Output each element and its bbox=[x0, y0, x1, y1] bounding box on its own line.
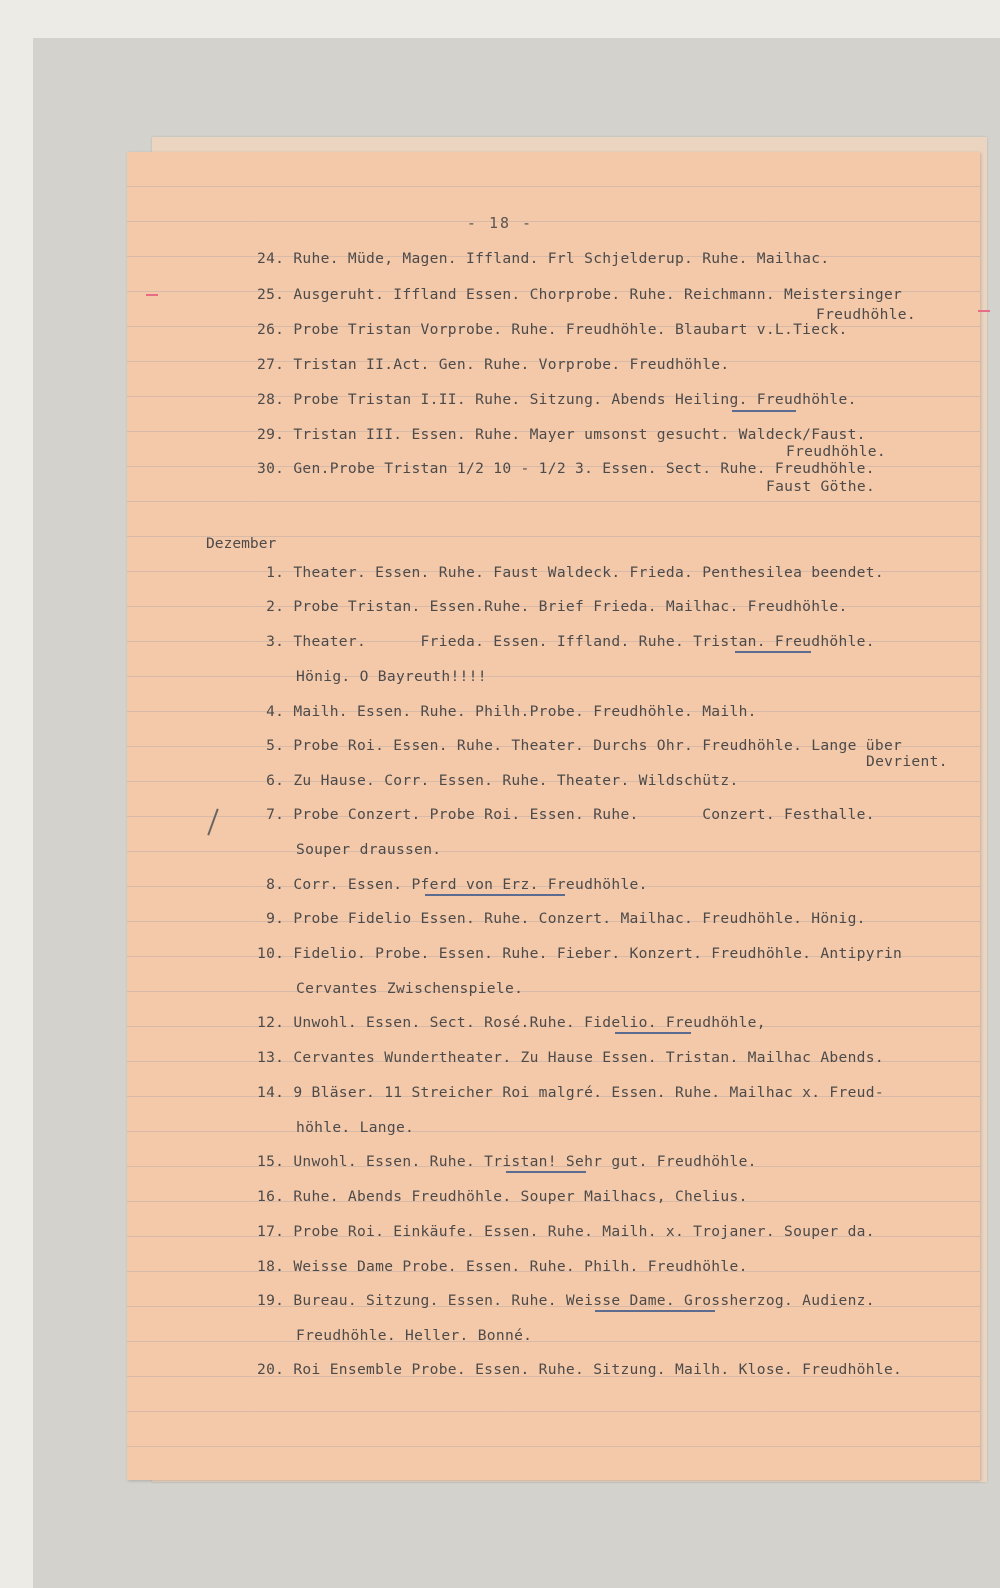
diary-entry-dec-3: 3. Theater. Frieda. Essen. Iffland. Ruhe. Tristan. Freudhöhle. bbox=[257, 633, 875, 650]
underline-heiling bbox=[732, 410, 796, 412]
diary-entry-dec-6: 6. Zu Hause. Corr. Essen. Ruhe. Theater. Wildschütz. bbox=[257, 772, 739, 789]
diary-entry-25: 25. Ausgeruht. Iffland Essen. Chorprobe. Ruhe. Reichmann. Meistersinger bbox=[257, 286, 903, 303]
diary-entry-30: 30. Gen.Probe Tristan 1/2 10 - 1/2 3. Essen. Sect. Ruhe. Freudhöhle. bbox=[257, 460, 875, 477]
month-heading: Dezember bbox=[206, 535, 277, 552]
underline-weisse-dame bbox=[595, 1310, 715, 1312]
diary-entry-dec-7-cont: Souper draussen. bbox=[296, 841, 442, 858]
underline-pferd-von-erz bbox=[425, 894, 565, 896]
diary-entry-dec-4: 4. Mailh. Essen. Ruhe. Philh.Probe. Freudhöhle. Mailh. bbox=[257, 703, 757, 720]
underline-tristan-2 bbox=[506, 1171, 586, 1173]
diary-entry-30-cont: Faust Göthe. bbox=[766, 478, 876, 495]
diary-entry-dec-19: 19. Bureau. Sitzung. Essen. Ruhe. Weisse Dame. Grossherzog. Audienz. bbox=[257, 1292, 875, 1309]
diary-entry-27: 27. Tristan II.Act. Gen. Ruhe. Vorprobe. Freudhöhle. bbox=[257, 356, 730, 373]
underline-tristan bbox=[735, 651, 811, 653]
diary-entry-dec-17: 17. Probe Roi. Einkäufe. Essen. Ruhe. Mailh. x. Trojaner. Souper da. bbox=[257, 1223, 875, 1240]
diary-entry-29: 29. Tristan III. Essen. Ruhe. Mayer umsonst gesucht. Waldeck/Faust. bbox=[257, 426, 866, 443]
diary-entry-dec-16: 16. Ruhe. Abends Freudhöhle. Souper Mailhacs, Chelius. bbox=[257, 1188, 748, 1205]
diary-entry-dec-3-cont: Hönig. O Bayreuth!!!! bbox=[296, 668, 487, 685]
diary-entry-dec-5-cont: Devrient. bbox=[866, 753, 948, 770]
diary-entry-dec-12: 12. Unwohl. Essen. Sect. Rosé.Ruhe. Fidelio. Freudhöhle, bbox=[257, 1014, 766, 1031]
margin-tick-left bbox=[146, 294, 158, 296]
diary-entry-dec-14: 14. 9 Bläser. 11 Streicher Roi malgré. Essen. Ruhe. Mailhac x. Freud- bbox=[257, 1084, 884, 1101]
diary-entry-dec-14-cont: höhle. Lange. bbox=[296, 1119, 415, 1136]
diary-entry-dec-15: 15. Unwohl. Essen. Ruhe. Tristan! Sehr gut. Freudhöhle. bbox=[257, 1153, 757, 1170]
diary-entry-dec-19-cont: Freudhöhle. Heller. Bonné. bbox=[296, 1327, 533, 1344]
diary-entry-dec-13: 13. Cervantes Wundertheater. Zu Hause Essen. Tristan. Mailhac Abends. bbox=[257, 1049, 884, 1066]
diary-entry-dec-1: 1. Theater. Essen. Ruhe. Faust Waldeck. Frieda. Penthesilea beendet. bbox=[257, 564, 884, 581]
diary-entry-dec-5: 5. Probe Roi. Essen. Ruhe. Theater. Durchs Ohr. Freudhöhle. Lange über bbox=[257, 737, 903, 754]
underline-fidelio bbox=[615, 1032, 691, 1034]
margin-tick-right bbox=[978, 310, 990, 312]
diary-entry-dec-10-cont: Cervantes Zwischenspiele. bbox=[296, 980, 524, 997]
page-number: - 18 - bbox=[466, 214, 534, 232]
diary-entry-28: 28. Probe Tristan I.II. Ruhe. Sitzung. Abends Heiling. Freudhöhle. bbox=[257, 391, 857, 408]
diary-entry-dec-20: 20. Roi Ensemble Probe. Essen. Ruhe. Sitzung. Mailh. Klose. Freudhöhle. bbox=[257, 1361, 903, 1378]
diary-entry-26: 26. Probe Tristan Vorprobe. Ruhe. Freudhöhle. Blaubart v.L.Tieck. bbox=[257, 321, 848, 338]
diary-entry-29-cont: Freudhöhle. bbox=[786, 443, 886, 460]
diary-entry-dec-7: 7. Probe Conzert. Probe Roi. Essen. Ruhe. Conzert. Festhalle. bbox=[257, 806, 875, 823]
diary-entry-dec-2: 2. Probe Tristan. Essen.Ruhe. Brief Frieda. Mailhac. Freudhöhle. bbox=[257, 598, 848, 615]
diary-entry-25-cont: Freudhöhle. bbox=[816, 306, 916, 323]
diary-entry-dec-10: 10. Fidelio. Probe. Essen. Ruhe. Fieber. Konzert. Freudhöhle. Antipyrin bbox=[257, 945, 903, 962]
diary-entry-24: 24. Ruhe. Müde, Magen. Iffland. Frl Schjelderup. Ruhe. Mailhac. bbox=[257, 250, 830, 267]
diary-entry-dec-18: 18. Weisse Dame Probe. Essen. Ruhe. Philh. Freudhöhle. bbox=[257, 1258, 748, 1275]
diary-entry-dec-9: 9. Probe Fidelio Essen. Ruhe. Conzert. Mailhac. Freudhöhle. Hönig. bbox=[257, 910, 866, 927]
diary-entry-dec-8: 8. Corr. Essen. Pferd von Erz. Freudhöhle. bbox=[257, 876, 648, 893]
